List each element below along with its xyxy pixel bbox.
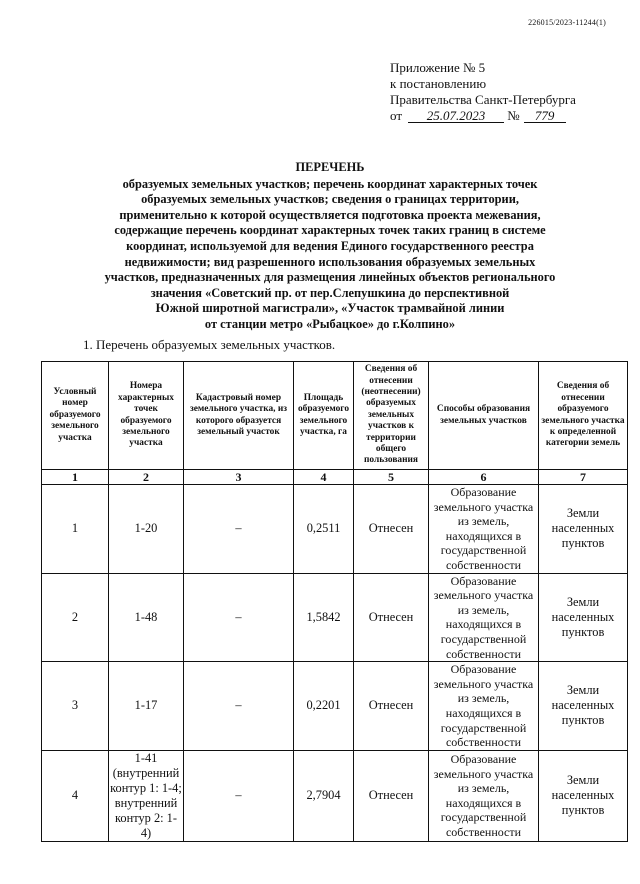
header-area: Площадь образуемого земельного участка, га [294,362,354,470]
title-line: значения «Советский пр. от пер.Слепушкина до перспективной [150,285,510,300]
title-line: образуемых земельных участков; перечень координат характерных точек [122,176,538,191]
cell-cadastral: – [184,750,294,841]
cell-points: 1-48 [109,573,184,662]
cell-method: Образование земельного участка из земель, находящихся в государственной собственности [429,750,539,841]
cell-method: Образование земельного участка из земель, находящихся в государственной собственности [429,485,539,574]
cell-category: Земли населенных пунктов [539,573,628,662]
cell-area: 0,2511 [294,485,354,574]
header-plot-id: Условный номер образуемого земельного участка [42,362,109,470]
appendix-authority: Правительства Санкт-Петербурга [390,92,576,107]
document-code: 226015/2023-11244(1) [528,18,606,27]
cell-points: 1-20 [109,485,184,574]
cell-method: Образование земельного участка из земель, находящихся в государственной собственности [429,662,539,751]
title-line: содержащие перечень координат характерных точек таких границ в системе [114,223,546,238]
cell-points: 1-41 (внутренний контур 1: 1-4; внутренний контур 2: 1-4) [110,750,182,840]
number-label: № [507,108,520,123]
title-line: Южной широтной магистрали», «Участок трамвайной линии [155,301,505,316]
cell-plot-id: 4 [42,750,109,841]
cell-area: 0,2201 [294,662,354,751]
title-line: образуемых земельных участков; сведения о границах территории, [141,192,519,207]
cell-points: 1-17 [109,662,184,751]
from-label: от [390,108,403,123]
land-plots-table [41,361,628,842]
section-heading: 1. Перечень образуемых земельных участков. [83,337,336,352]
table-row [42,573,628,662]
cell-public-use: Отнесен [354,573,429,662]
cell-cadastral: – [184,485,294,574]
cell-public-use: Отнесен [354,750,429,841]
column-number: 5 [354,470,429,485]
header-public-use: Сведения об отнесении (неотнесении) образуемых земельных участков к территории общего пользования [354,362,429,470]
title-line: недвижимости; вид разрешенного использования образуемых земельных [124,254,536,269]
title-line: применительно к которой осуществляется подготовка проекта межевания, [119,207,541,222]
title-heading: ПЕРЕЧЕНЬ [295,160,365,174]
title-line: участков, предназначенных для размещения линейных объектов регионального [104,270,556,285]
column-number: 3 [184,470,294,485]
cell-plot-id: 2 [42,573,109,662]
cell-category: Земли населенных пунктов [539,485,628,574]
title-line: от станции метро «Рыбацкое» до г.Колпино» [204,316,456,331]
cell-public-use: Отнесен [354,662,429,751]
appendix-reference: к постановлению [390,76,487,91]
cell-category: Земли населенных пунктов [539,662,628,751]
appendix-date-line [390,108,576,124]
cell-method: Образование земельного участка из земель, находящихся в государственной собственности [429,573,539,662]
decree-number: 779 [524,109,566,123]
header-category: Сведения об отнесении образуемого земельного участка к определенной категории земель [539,362,628,470]
column-number: 2 [109,470,184,485]
appendix-title: Приложение № 5 [390,60,486,75]
column-number: 1 [42,470,109,485]
appendix-block [390,60,576,124]
table-row [42,662,628,751]
header-cadastral: Кадастровый номер земельного участка, из которого образуется земельный участок [184,362,294,470]
table-header-row [42,362,628,470]
decree-date: 25.07.2023 [408,109,504,123]
header-points: Номера характерных точек образуемого земельного участка [109,362,184,470]
column-number: 4 [294,470,354,485]
cell-area: 2,7904 [294,750,354,841]
cell-plot-id: 1 [42,485,109,574]
column-number-row [42,470,628,485]
document-title [70,160,590,333]
cell-cadastral: – [184,662,294,751]
header-method: Способы образования земельных участков [429,362,539,470]
cell-cadastral: – [184,573,294,662]
cell-category: Земли населенных пунктов [539,750,628,841]
table-row [42,485,628,574]
cell-plot-id: 3 [42,662,109,751]
cell-area: 1,5842 [294,573,354,662]
column-number: 6 [429,470,539,485]
column-number: 7 [539,470,628,485]
cell-public-use: Отнесен [354,485,429,574]
title-line: координат, используемой для ведения Единого государственного реестра [126,238,534,253]
table-row [42,750,628,841]
